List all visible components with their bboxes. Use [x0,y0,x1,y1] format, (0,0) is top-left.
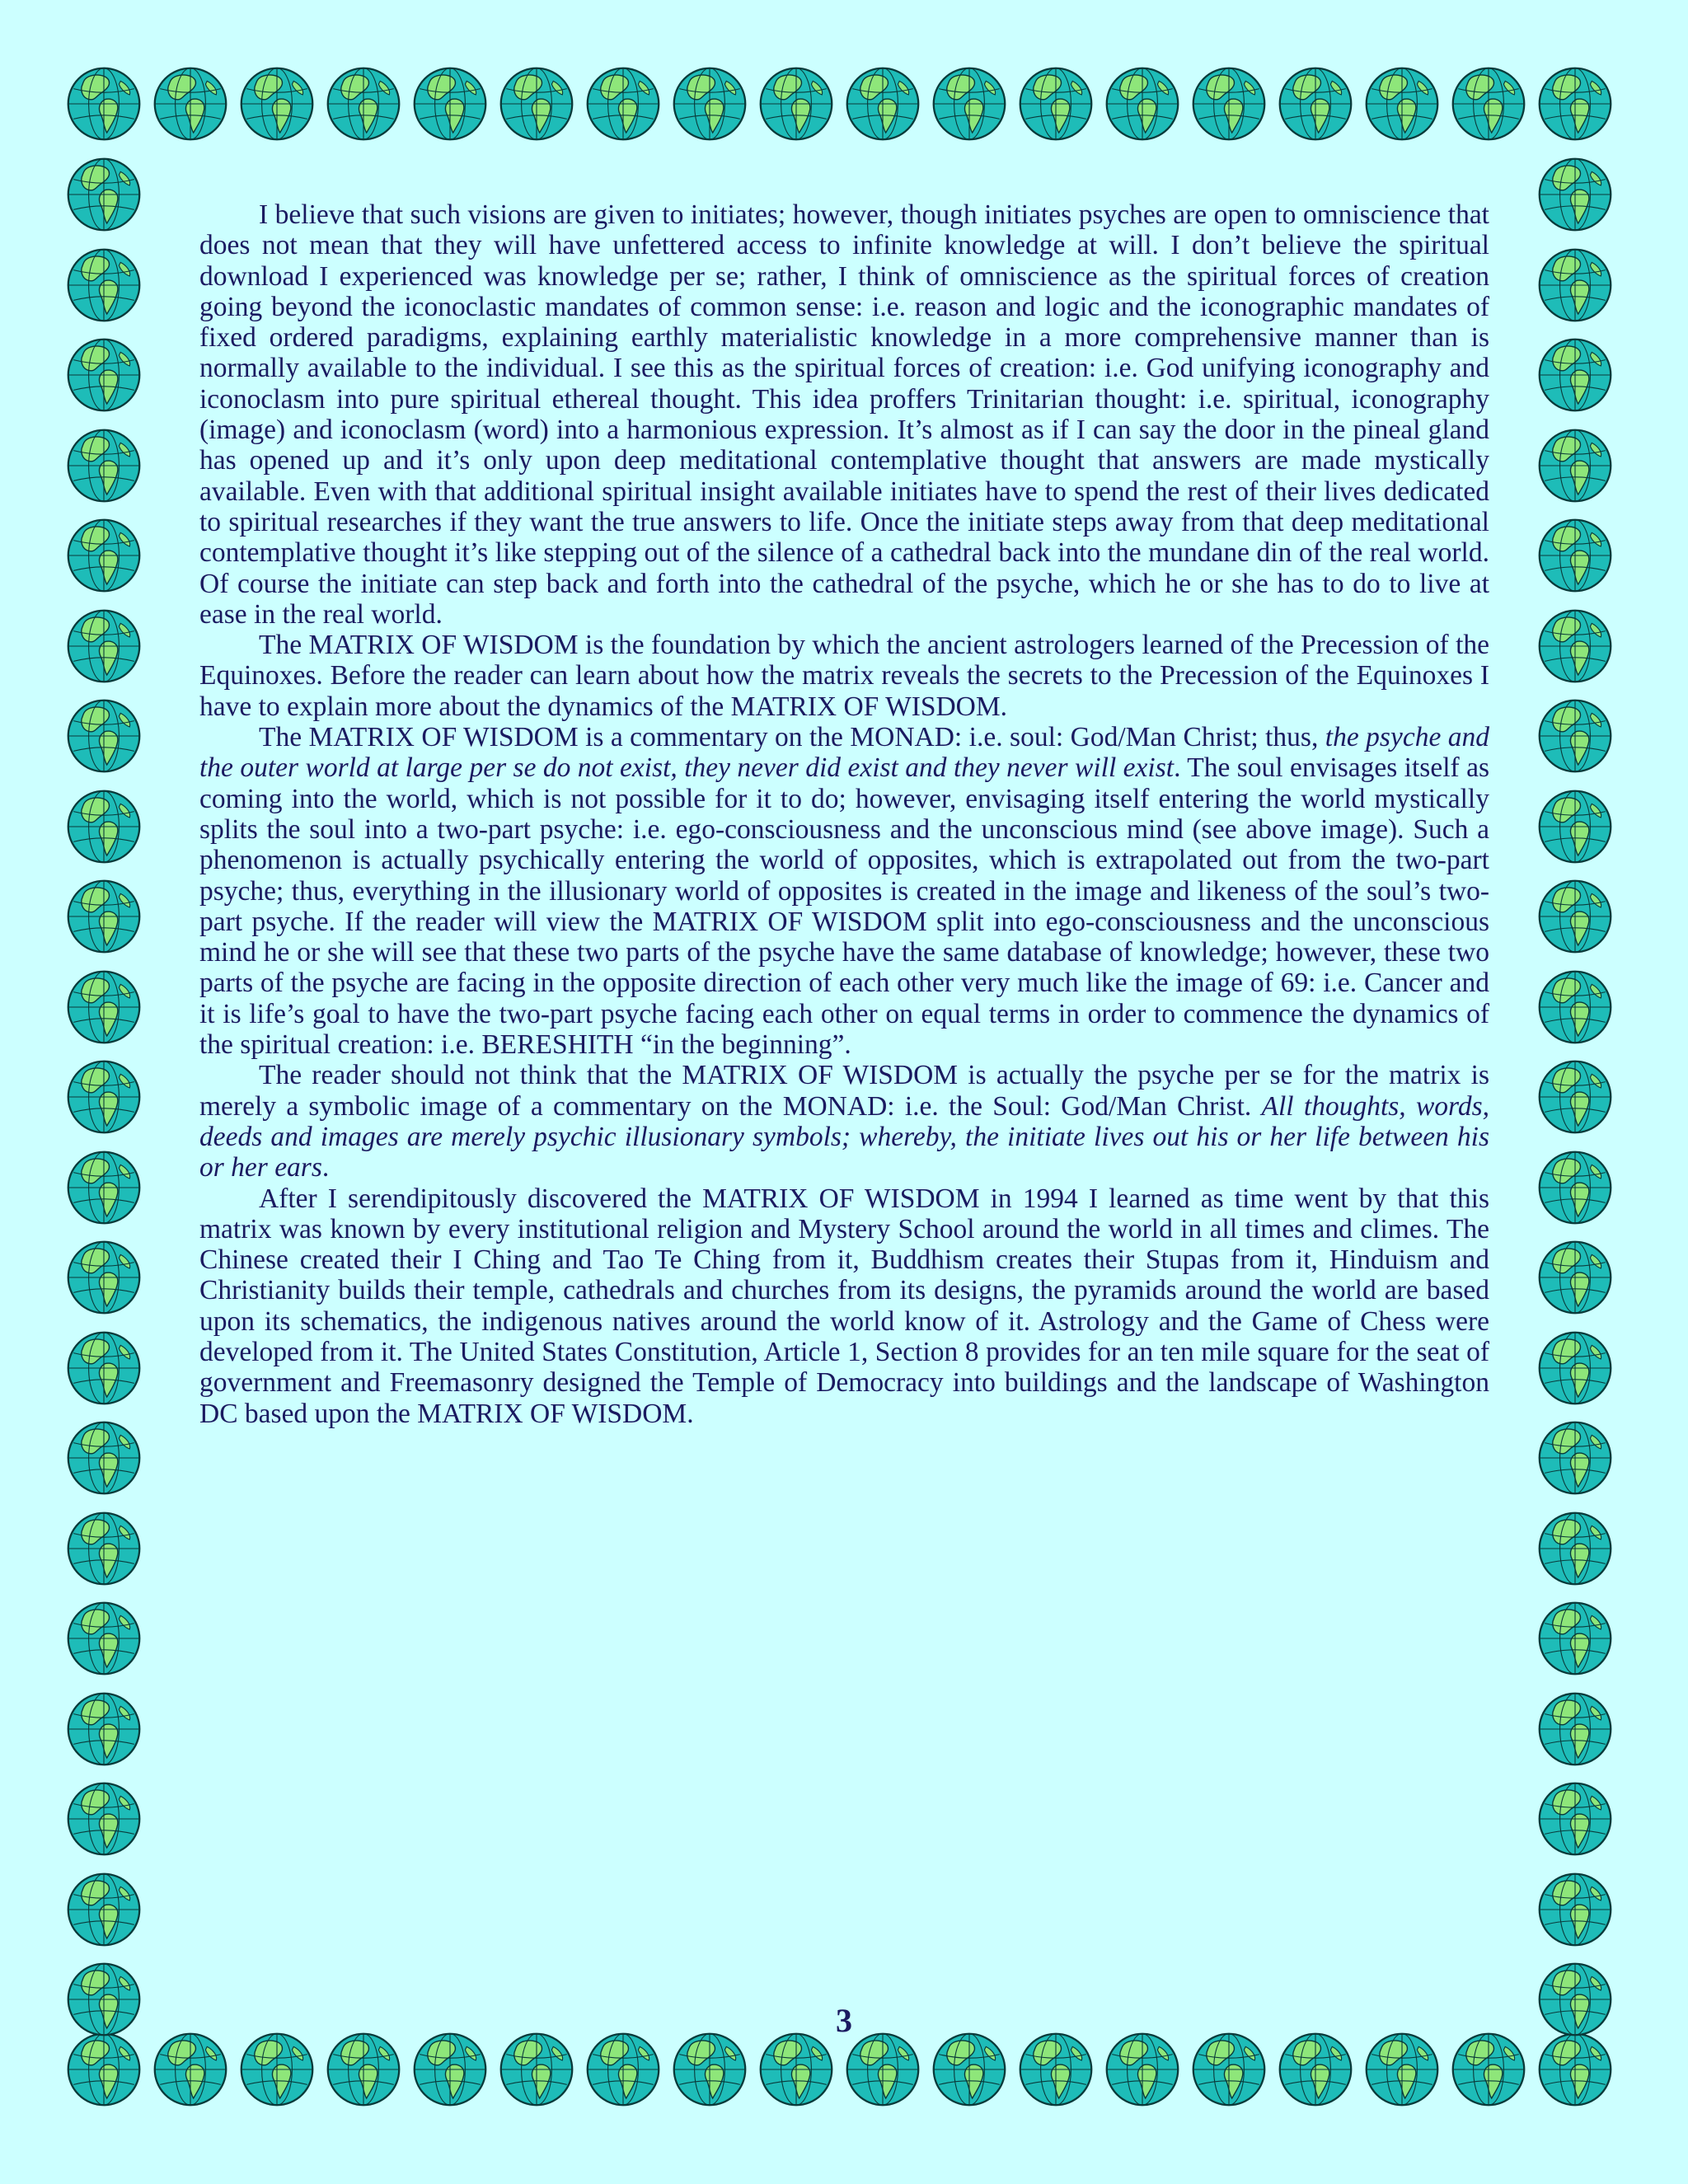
globe-icon [66,66,142,142]
globe-icon [1537,1872,1613,1947]
globe-icon [1278,66,1353,142]
globe-icon [1537,247,1613,323]
paragraph-1: I believe that such visions are given to initiates; however, though initiates psyches are open to omniscience that does not mean that they will have unfettered access to infinite knowledge at will. I don’t believe the spiritual download I experienced was knowledge per se; rather, I think of omniscience as the spiritual forces of creation going beyond the iconoclastic mandates of common sense: i.e. reason and logic and the iconographic mandates of fixed ordered paradigms, explaining earthly materialistic knowledge in a more comprehensive manner than is normally available to the individual. I see this as the spiritual forces of creation: i.e. God unifying iconography and iconoclasm into pure spiritual ethereal thought. This idea proffers Trinitarian thought: i.e. spiritual, iconography (image) and iconoclasm (word) into a harmonious expression. It’s almost as if I can say the door in the pineal gland has opened up and it’s only upon deep meditational contemplative thought that answers are made mystically available. Even with that additional spiritual insight available initiates have to spend the rest of their lives dedicated to spiritual researches if they want the true answers to life. Once the initiate steps away from that deep meditational contemplative thought it’s like stepping out of the silence of a cathedral back into the mundane din of the real world. Of course the initiate can step back and forth into the cathedral of the psyche, which he or she has to do to live at ease in the real world. [199,199,1489,630]
globe-icon [1104,66,1180,142]
globe-icon [1537,1059,1613,1135]
globe-icon [672,66,748,142]
globe-icon [66,157,142,232]
globe-icon [66,1691,142,1767]
globe-icon [758,2032,834,2107]
globe-icon [672,2032,748,2107]
globe-icon [1018,2032,1094,2107]
globe-icon [1537,1150,1613,1226]
globe-icon [1537,1240,1613,1315]
globe-icon [66,1420,142,1496]
globe-icon [931,66,1007,142]
globe-icon [66,2032,142,2107]
globe-icon [66,1150,142,1226]
globe-icon [845,66,921,142]
globe-icon [1537,789,1613,865]
globe-icon [66,1781,142,1857]
paragraph-2: The MATRIX OF WISDOM is the foundation by which the ancient astrologers learned of the Precession of the Equinoxes. Before the reader can learn about how the matrix reveals the secrets to the Precession of the Equinoxes I have to explain more about the dynamics of the MATRIX OF WISDOM. [199,630,1489,722]
globe-icon [239,66,315,142]
globe-icon [845,2032,921,2107]
globe-icon [1104,2032,1180,2107]
globe-icon [1537,66,1613,142]
globe-icon [499,66,574,142]
paragraph-5: After I serendipitously discovered the MATRIX OF WISDOM in 1994 I learned as time went by that this matrix was known by every institutional religion and Mystery School around the world in all times and climes. The Chinese created their I Ching and Tao Te Ching from it, Buddhism creates their Stupas from it, Hinduism and Christianity builds their temple, cathedrals and churches from its designs, the pyramids around the world are based upon its schematics, the indigenous natives around the world know of it. Astrology and the Game of Chess were developed from it. The United States Constitution, Article 1, Section 8 provides for an ten mile square for the seat of government and Freemasonry designed the Temple of Democracy into buildings and the landscape of Washington DC based upon the MATRIX OF WISDOM. [199,1183,1489,1429]
globe-icon [1537,337,1613,413]
globe-icon [326,66,401,142]
globe-icon [1537,428,1613,504]
globe-icon [66,789,142,865]
globe-icon [412,66,488,142]
paragraph-3: The MATRIX OF WISDOM is a commentary on the MONAD: i.e. soul: God/Man Christ; thus, the psyche and the outer world at large per se do not exist, they never did exist and they never will exist. The soul envisages itself as coming into the world, which is not possible for it to do; however, envisaging itself entering the world mystically splits the soul into a two-part psyche: i.e. ego-consciousness and the unconscious mind (see above image). Such a phenomenon is actually psychically entering the world of opposites, which is extrapolated out from the two-part psyche; thus, everything in the illusionary world of opposites is created in the image and likeness of the soul’s two-part psyche. If the reader will view the MATRIX OF WISDOM split into ego-consciousness and the unconscious mind he or she will see that these two parts of the psyche have the same database of knowledge; however, these two parts of the psyche are facing in the opposite direction of each other very much like the image of 69: i.e. Cancer and it is life’s goal to have the two-part psyche facing each other on equal terms in order to commence the dynamics of the spiritual creation: i.e. BERESHITH “in the beginning”. [199,722,1490,1061]
document-body [199,199,1489,1429]
globe-icon [499,2032,574,2107]
globe-icon [66,969,142,1045]
globe-icon [66,1872,142,1947]
globe-icon [326,2032,401,2107]
globe-icon [1191,66,1267,142]
globe-icon [66,518,142,593]
globe-icon [66,1330,142,1406]
globe-icon [758,66,834,142]
globe-icon [66,428,142,504]
globe-icon [1537,879,1613,954]
globe-icon [239,2032,315,2107]
globe-icon [152,2032,228,2107]
globe-icon [1537,608,1613,684]
globe-icon [152,66,228,142]
globe-icon [1018,66,1094,142]
globe-icon [1537,518,1613,593]
globe-icon [1537,2032,1613,2107]
globe-icon [1537,1420,1613,1496]
globe-icon [66,1601,142,1676]
globe-icon [1537,1781,1613,1857]
globe-icon [1278,2032,1353,2107]
page-number: 3 [836,2002,852,2039]
globe-icon [66,608,142,684]
paragraph-4: The reader should not think that the MATRIX OF WISDOM is actually the psyche per se for the matrix is merely a symbolic image of a commentary on the MONAD: i.e. the Soul: God/Man Christ. All thoughts, words, deeds and images are merely psychic illusionary symbols; whereby, the initiate lives out his or her life between his or her ears. [199,1060,1489,1183]
globe-icon [412,2032,488,2107]
globe-icon [66,1240,142,1315]
globe-icon [66,337,142,413]
globe-icon [1451,66,1526,142]
globe-icon [1451,2032,1526,2107]
globe-icon [66,1511,142,1586]
globe-icon [66,247,142,323]
globe-icon [66,698,142,774]
globe-icon [66,879,142,954]
globe-icon [1537,157,1613,232]
globe-icon [1364,66,1440,142]
globe-icon [585,2032,661,2107]
globe-icon [1364,2032,1440,2107]
globe-icon [585,66,661,142]
globe-icon [931,2032,1007,2107]
globe-icon [1537,1511,1613,1586]
globe-icon [1537,698,1613,774]
globe-icon [1191,2032,1267,2107]
globe-icon [1537,1330,1613,1406]
globe-icon [1537,969,1613,1045]
globe-icon [1537,1691,1613,1767]
globe-icon [66,1059,142,1135]
globe-icon [1537,1601,1613,1676]
